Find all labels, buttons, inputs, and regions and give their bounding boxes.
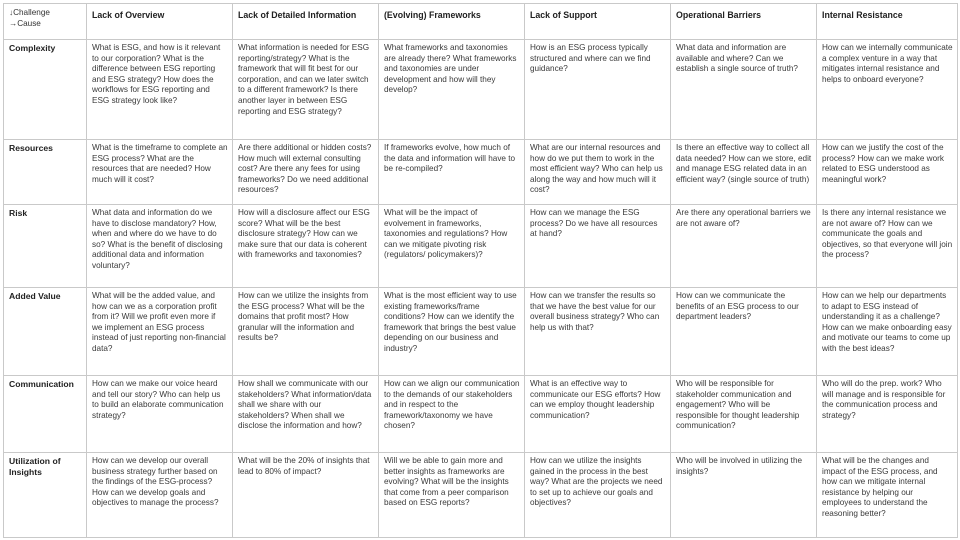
- table-cell: How can we transfer the results so that we have the best value for our overall business strategy? Who can help us with that?: [525, 288, 671, 376]
- row-header: Complexity: [4, 40, 87, 140]
- esg-challenge-cause-matrix: [3, 3, 957, 537]
- table-cell: How can we make our voice heard and tell our story? Who can help us to build an elaborate communication strategy?: [87, 376, 233, 453]
- table-cell: Who will be involved in utilizing the insights?: [671, 453, 817, 538]
- column-header: Lack of Support: [525, 4, 671, 40]
- table-row: [4, 453, 958, 538]
- corner-cause-label: →Cause: [9, 18, 41, 28]
- row-header: Added Value: [4, 288, 87, 376]
- table-cell: What is ESG, and how is it relevant to our corporation? What is the difference between ESG reporting and ESG strategy? How does the workflows for ESG reporting and ESG strategy look like?: [87, 40, 233, 140]
- header-row: [4, 4, 958, 40]
- table-cell: Who will be responsible for stakeholder communication and engagement? Who will be responsible for thought leadership communication?: [671, 376, 817, 453]
- column-header: Internal Resistance: [817, 4, 958, 40]
- table-cell: Are there additional or hidden costs? How much will external consulting cost? Are there any fees for using frameworks? Do we need additional resources?: [233, 140, 379, 205]
- table-cell: How can we align our communication to the demands of our stakeholders and in respect to the framework/taxonomy we have chosen?: [379, 376, 525, 453]
- table-row: [4, 376, 958, 453]
- table-cell: What information is needed for ESG reporting/strategy? What is the framework that will fit best for our corporation, and can we later switch to a different framework? Is there another layer in between ESG reporting and ESG strategy?: [233, 40, 379, 140]
- table-cell: What is the timeframe to complete an ESG process? What are the resources that are needed? How much will it cost?: [87, 140, 233, 205]
- table-cell: How can we utilize the insights from the ESG process? What will be the domains that profit most? How granular will the information and results be?: [233, 288, 379, 376]
- table-cell: Who will do the prep. work? Who will manage and is responsible for the communication process and strategy?: [817, 376, 958, 453]
- table-cell: How can we help our departments to adapt to ESG instead of understanding it as a challenge? How can we make onboarding easy and motivate our teams to come up with the best ideas?: [817, 288, 958, 376]
- table-cell: Will we be able to gain more and better insights as frameworks are evolving? What will be the insights that come from a peer comparison based on ESG reports?: [379, 453, 525, 538]
- table-cell: What is the most efficient way to use existing frameworks/frame conditions? How can we identify the framework that brings the best value depending on our business and industry?: [379, 288, 525, 376]
- table-row: [4, 288, 958, 376]
- corner-cell: [4, 4, 87, 40]
- table-cell: What will be the 20% of insights that lead to 80% of impact?: [233, 453, 379, 538]
- table-cell: How is an ESG process typically structured and where can we find guidance?: [525, 40, 671, 140]
- column-header: (Evolving) Frameworks: [379, 4, 525, 40]
- table-cell: What are our internal resources and how do we put them to work in the most efficient way? Who can help us along the way and how much will it cost?: [525, 140, 671, 205]
- table-cell: How can we manage the ESG process? Do we have all resources at hand?: [525, 205, 671, 288]
- table-cell: How shall we communicate with our stakeholders? What information/data shall we share with our stakeholders? When shall we disclose the information and how?: [233, 376, 379, 453]
- table-cell: If frameworks evolve, how much of the data and information will have to be re-compiled?: [379, 140, 525, 205]
- table-cell: What frameworks and taxonomies are already there? What frameworks and taxonomies are under development and how will they develop?: [379, 40, 525, 140]
- table-cell: What data and information do we have to disclose mandatory? How, when and where do we have to do so? What is the benefit of disclosing additional data and information voluntary?: [87, 205, 233, 288]
- table-cell: How will a disclosure affect our ESG score? What will be the best disclosure strategy? How can we make sure that our data is coherent with frameworks and taxonomies?: [233, 205, 379, 288]
- row-header: Communication: [4, 376, 87, 453]
- corner-challenge-label: ↓Challenge: [9, 8, 50, 17]
- table-row: [4, 140, 958, 205]
- table-cell: What is an effective way to communicate our ESG efforts? How can we employ thought leadership communication?: [525, 376, 671, 453]
- table-cell: What will be the added value, and how can we as a corporation profit from it? Will we profit even more if we implement an ESG process instead of just reporting non-financial data?: [87, 288, 233, 376]
- column-header: Lack of Detailed Information: [233, 4, 379, 40]
- matrix-table: [3, 3, 958, 538]
- table-cell: How can we develop our overall business strategy further based on the findings of the ESG-process? How can we develop goals and objectives to manage the process?: [87, 453, 233, 538]
- table-row: [4, 205, 958, 288]
- column-header: Operational Barriers: [671, 4, 817, 40]
- table-row: [4, 40, 958, 140]
- table-cell: What data and information are available and where? Can we establish a single source of truth?: [671, 40, 817, 140]
- table-cell: How can we internally communicate a complex venture in a way that mitigates internal resistance and helps to onboard everyone?: [817, 40, 958, 140]
- row-header: Risk: [4, 205, 87, 288]
- row-header: Resources: [4, 140, 87, 205]
- table-cell: Is there an effective way to collect all data needed? How can we store, edit and manage ESG related data in an efficient way? (single source of truth): [671, 140, 817, 205]
- table-cell: How can we communicate the benefits of an ESG process to our department leaders?: [671, 288, 817, 376]
- column-header: Lack of Overview: [87, 4, 233, 40]
- table-cell: What will be the impact of evolvement in frameworks, taxonomies and regulations? How can we mitigate pivoting risk (regulators/ policymakers)?: [379, 205, 525, 288]
- table-cell: Are there any operational barriers we are not aware of?: [671, 205, 817, 288]
- table-cell: Is there any internal resistance we are not aware of? How can we communicate the goals and objectives, so that everyone will join the process?: [817, 205, 958, 288]
- row-header: Utilization of Insights: [4, 453, 87, 538]
- table-cell: What will be the changes and impact of the ESG process, and how can we mitigate internal resistance by helping our employees to understand the reasoning better?: [817, 453, 958, 538]
- table-cell: How can we utilize the insights gained in the process in the best way? What are the projects we need to set up to achieve our goals and objectives?: [525, 453, 671, 538]
- table-cell: How can we justify the cost of the process? How can we make work related to ESG understood as meaningful work?: [817, 140, 958, 205]
